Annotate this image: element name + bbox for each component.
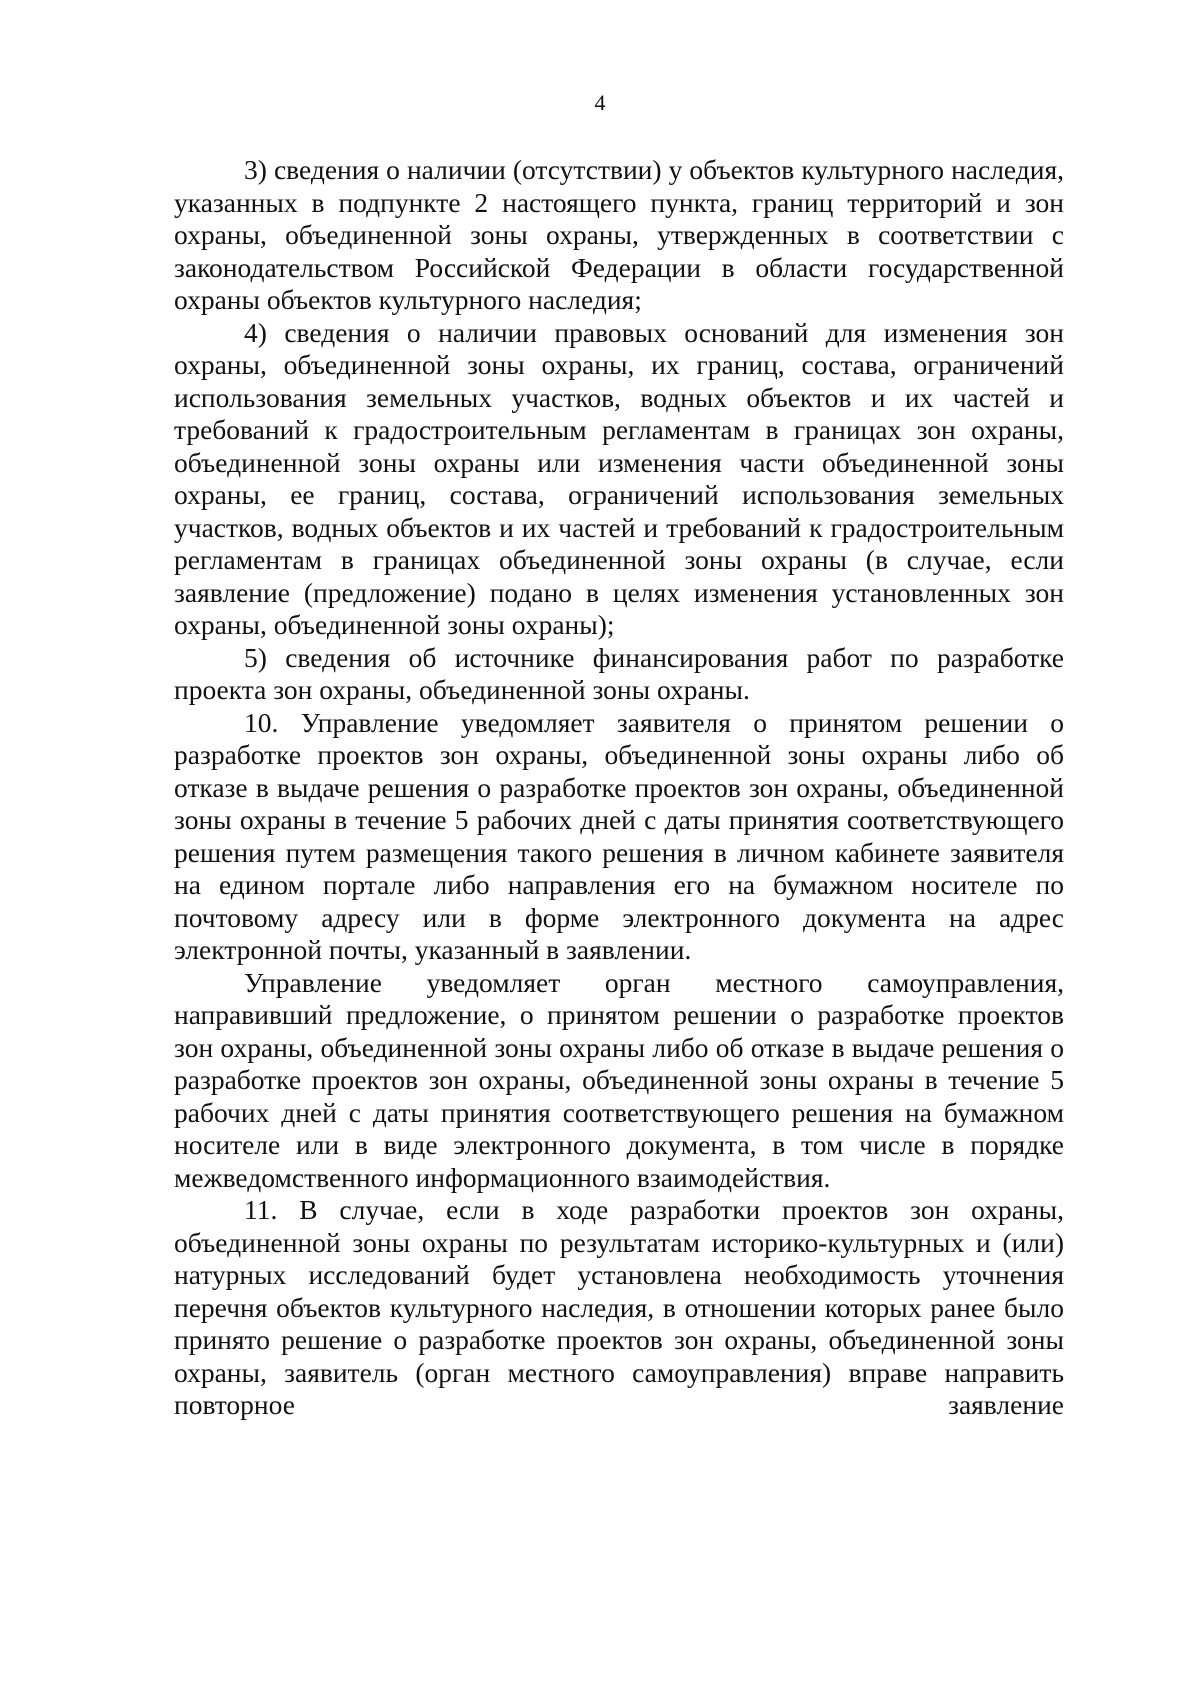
document-body (174, 154, 1064, 1422)
paragraph-11: 11. В случае, если в ходе разработки проектов зон охраны, объединенной зоны охраны по результатам историко-культурных и (или) натурных исследований будет установлена необходимость уточнения перечня объектов культурного наследия, в отношении которых ранее было принято решение о разработке проектов зон охраны, объединенной зоны охраны, заявитель (орган местного самоуправления) вправе направить повторное заявление (174, 1194, 1064, 1420)
paragraph-4-subitem: 4) сведения о наличии правовых оснований для изменения зон охраны, объединенной зоны охраны, их границ, состава, ограничений использования земельных участков, водных объектов и их частей и требований к градостроительным регламентам в границах зон охраны, объединенной зоны охраны или изменения части объединенной зоны охраны, ее границ, состава, ограничений использования земельных участков, водных объектов и их частей и требований к градостроительным регламентам в границах объединенной зоны охраны (в случае, если заявление (предложение) подано в целях изменения установленных зон охраны, объединенной зоны охраны); (174, 316, 1064, 640)
paragraph-10-continued: Управление уведомляет орган местного самоуправления, направивший предложение, о принятом решении о разработке проектов зон охраны, объединенной зоны охраны либо об отказе в выдаче решения о разработке проектов зон охраны, объединенной зоны охраны в течение 5 рабочих дней с даты принятия соответствующего решения на бумажном носителе или в виде электронного документа, в том числе в порядке межведомственного информационного взаимодействия. (174, 966, 1064, 1193)
paragraph-5-subitem: 5) сведения об источнике финансирования работ по разработке проекта зон охраны, объединенной зоны охраны. (174, 641, 1064, 705)
page-number: 4 (594, 90, 606, 115)
paragraph-3-subitem: 3) сведения о наличии (отсутствии) у объектов культурного наследия, указанных в подпункте 2 настоящего пункта, границ территорий и зон охраны, объединенной зоны охраны, утвержденных в соответствии с законодательством Российской Федерации в области государственной охраны объектов культурного наследия; (174, 154, 1064, 315)
paragraph-10: 10. Управление уведомляет заявителя о принятом решении о разработке проектов зон охраны, объединенной зоны охраны либо об отказе в выдаче решения о разработке проектов зон охраны, объединенной зоны охраны в течение 5 рабочих дней с даты принятия соответствующего решения путем размещения такого решения в личном кабинете заявителя на едином портале либо направления его на бумажном носителе по почтовому адресу или в форме электронного документа на адрес электронной почты, указанный в заявлении. (174, 706, 1064, 965)
